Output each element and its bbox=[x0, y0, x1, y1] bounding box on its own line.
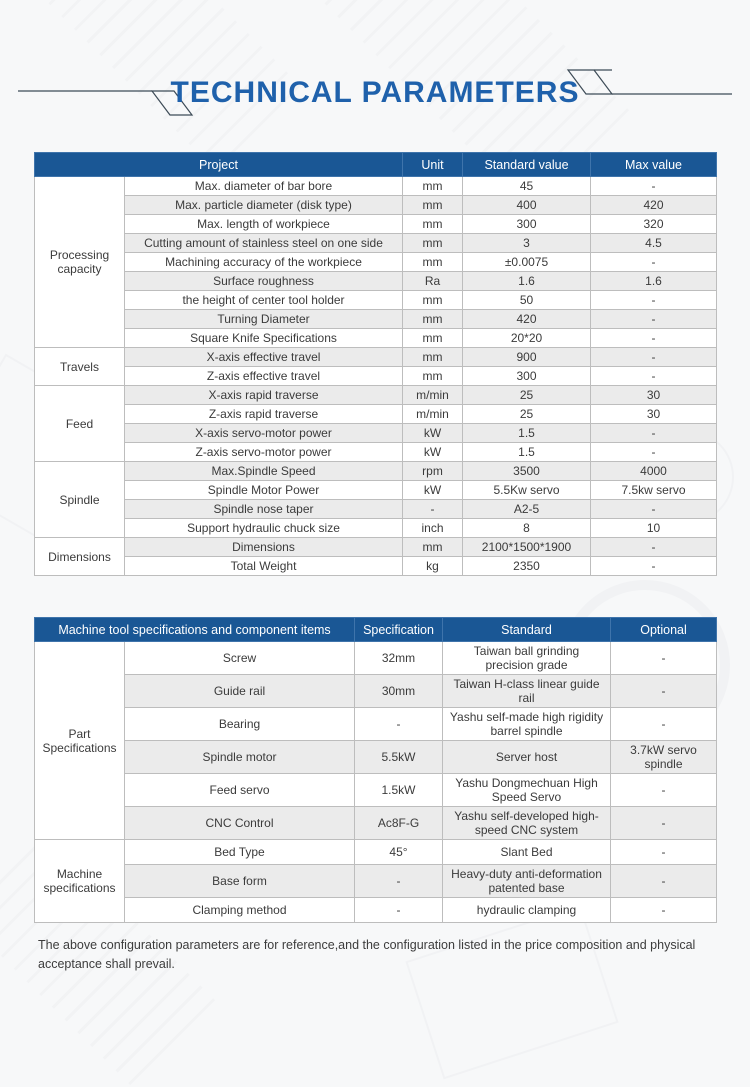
table-cell: kW bbox=[403, 424, 463, 443]
table-cell: Surface roughness bbox=[125, 272, 403, 291]
table-row bbox=[35, 898, 717, 923]
table-cell: - bbox=[611, 840, 717, 865]
table-cell: 50 bbox=[463, 291, 591, 310]
table-cell: 300 bbox=[463, 367, 591, 386]
table-cell: X-axis effective travel bbox=[125, 348, 403, 367]
table-row bbox=[35, 272, 717, 291]
table-cell: - bbox=[591, 500, 717, 519]
technical-parameters-table bbox=[34, 152, 716, 576]
table-row bbox=[35, 462, 717, 481]
table-cell: Yashu self-developed high-speed CNC system bbox=[443, 807, 611, 840]
table-cell: kg bbox=[403, 557, 463, 576]
column-header: Unit bbox=[403, 153, 463, 177]
table-cell: Clamping method bbox=[125, 898, 355, 923]
table-cell: - bbox=[591, 367, 717, 386]
table-cell: - bbox=[591, 557, 717, 576]
page-header bbox=[0, 62, 750, 122]
table-row bbox=[35, 642, 717, 675]
table-row bbox=[35, 196, 717, 215]
table-row bbox=[35, 177, 717, 196]
table-cell: 10 bbox=[591, 519, 717, 538]
table-row bbox=[35, 443, 717, 462]
table-cell: Heavy-duty anti-deformation patented base bbox=[443, 865, 611, 898]
table-cell: Max. diameter of bar bore bbox=[125, 177, 403, 196]
table-cell: 2100*1500*1900 bbox=[463, 538, 591, 557]
table-cell: mm bbox=[403, 538, 463, 557]
table-cell: 3.7kW servo spindle bbox=[611, 741, 717, 774]
table-cell: 900 bbox=[463, 348, 591, 367]
table-cell: 30mm bbox=[355, 675, 443, 708]
table-cell: 4000 bbox=[591, 462, 717, 481]
table-cell: Yashu Dongmechuan High Speed Servo bbox=[443, 774, 611, 807]
table-row bbox=[35, 234, 717, 253]
table-cell: mm bbox=[403, 329, 463, 348]
table-cell: Server host bbox=[443, 741, 611, 774]
table-cell: mm bbox=[403, 215, 463, 234]
table-cell: Bed Type bbox=[125, 840, 355, 865]
table-row bbox=[35, 253, 717, 272]
table-cell: - bbox=[611, 642, 717, 675]
table-cell: Z-axis effective travel bbox=[125, 367, 403, 386]
table-row bbox=[35, 405, 717, 424]
table-cell: mm bbox=[403, 253, 463, 272]
table-cell: 25 bbox=[463, 386, 591, 405]
table-cell: - bbox=[355, 865, 443, 898]
table-cell: Total Weight bbox=[125, 557, 403, 576]
table-cell: Z-axis rapid traverse bbox=[125, 405, 403, 424]
table-cell: 420 bbox=[463, 310, 591, 329]
table-cell: - bbox=[611, 708, 717, 741]
column-header: Optional bbox=[611, 618, 717, 642]
table-cell: mm bbox=[403, 196, 463, 215]
table-cell: 5.5kW bbox=[355, 741, 443, 774]
table-cell: Z-axis servo-motor power bbox=[125, 443, 403, 462]
table-cell: - bbox=[591, 291, 717, 310]
table-row bbox=[35, 348, 717, 367]
table-row bbox=[35, 807, 717, 840]
table-cell: Bearing bbox=[125, 708, 355, 741]
table-cell: Taiwan ball grinding precision grade bbox=[443, 642, 611, 675]
column-header: Standard value bbox=[463, 153, 591, 177]
table-cell: 3 bbox=[463, 234, 591, 253]
table-cell: Machining accuracy of the workpiece bbox=[125, 253, 403, 272]
table-cell: 8 bbox=[463, 519, 591, 538]
table-cell: kW bbox=[403, 481, 463, 500]
group-label: Spindle bbox=[35, 462, 125, 538]
table-cell: hydraulic clamping bbox=[443, 898, 611, 923]
column-header: Max value bbox=[591, 153, 717, 177]
table-cell: Turning Diameter bbox=[125, 310, 403, 329]
footer-note: The above configuration parameters are for reference,and the configuration listed in the price composition and physical acceptance shall prevail. bbox=[38, 938, 696, 971]
table-cell: 4.5 bbox=[591, 234, 717, 253]
table-cell: 45° bbox=[355, 840, 443, 865]
table-cell: 1.6 bbox=[591, 272, 717, 291]
table-cell: Spindle nose taper bbox=[125, 500, 403, 519]
table-cell: - bbox=[611, 807, 717, 840]
table-cell: Ra bbox=[403, 272, 463, 291]
group-label: Dimensions bbox=[35, 538, 125, 576]
table-cell: 420 bbox=[591, 196, 717, 215]
table-cell: 32mm bbox=[355, 642, 443, 675]
table-row bbox=[35, 708, 717, 741]
table-row bbox=[35, 675, 717, 708]
table-cell: 1.5 bbox=[463, 424, 591, 443]
table-cell: - bbox=[591, 329, 717, 348]
table-cell: 30 bbox=[591, 405, 717, 424]
table-row bbox=[35, 215, 717, 234]
table-cell: 45 bbox=[463, 177, 591, 196]
table-cell: X-axis servo-motor power bbox=[125, 424, 403, 443]
group-label: Feed bbox=[35, 386, 125, 462]
table-cell: 300 bbox=[463, 215, 591, 234]
table-row bbox=[35, 840, 717, 865]
column-header: Project bbox=[35, 153, 403, 177]
table-cell: Max.Spindle Speed bbox=[125, 462, 403, 481]
table-cell: 1.6 bbox=[463, 272, 591, 291]
table-cell: 5.5Kw servo bbox=[463, 481, 591, 500]
table-row bbox=[35, 367, 717, 386]
table-cell: - bbox=[611, 675, 717, 708]
table-cell: - bbox=[591, 348, 717, 367]
column-header: Standard bbox=[443, 618, 611, 642]
table-row bbox=[35, 519, 717, 538]
table-cell: 25 bbox=[463, 405, 591, 424]
table-cell: 400 bbox=[463, 196, 591, 215]
table-row bbox=[35, 291, 717, 310]
table-cell: X-axis rapid traverse bbox=[125, 386, 403, 405]
table-cell: - bbox=[591, 424, 717, 443]
table-row bbox=[35, 310, 717, 329]
table-cell: rpm bbox=[403, 462, 463, 481]
table-row bbox=[35, 865, 717, 898]
table-cell: Yashu self-made high rigidity barrel spindle bbox=[443, 708, 611, 741]
table-cell: - bbox=[591, 310, 717, 329]
table-cell: the height of center tool holder bbox=[125, 291, 403, 310]
table-cell: Taiwan H-class linear guide rail bbox=[443, 675, 611, 708]
column-header: Specification bbox=[355, 618, 443, 642]
table-cell: Guide rail bbox=[125, 675, 355, 708]
table-row bbox=[35, 424, 717, 443]
table-cell: - bbox=[611, 898, 717, 923]
table-cell: Cutting amount of stainless steel on one side bbox=[125, 234, 403, 253]
group-label: Part Specifications bbox=[35, 642, 125, 840]
table-row bbox=[35, 557, 717, 576]
table-cell: 2350 bbox=[463, 557, 591, 576]
table-cell: Dimensions bbox=[125, 538, 403, 557]
table-cell: Feed servo bbox=[125, 774, 355, 807]
table-cell: - bbox=[403, 500, 463, 519]
table-cell: - bbox=[355, 898, 443, 923]
table-cell: - bbox=[591, 538, 717, 557]
table-cell: m/min bbox=[403, 386, 463, 405]
table-cell: Square Knife Specifications bbox=[125, 329, 403, 348]
machine-specifications-table bbox=[34, 617, 716, 923]
table-cell: Screw bbox=[125, 642, 355, 675]
table-cell: kW bbox=[403, 443, 463, 462]
table-row bbox=[35, 500, 717, 519]
table-cell: A2-5 bbox=[463, 500, 591, 519]
table-cell: mm bbox=[403, 234, 463, 253]
table-cell: mm bbox=[403, 348, 463, 367]
table-row bbox=[35, 774, 717, 807]
group-label: Processing capacity bbox=[35, 177, 125, 348]
column-header: Machine tool specifications and component items bbox=[35, 618, 355, 642]
table-cell: Spindle Motor Power bbox=[125, 481, 403, 500]
table-cell: 1.5 bbox=[463, 443, 591, 462]
table-cell: ±0.0075 bbox=[463, 253, 591, 272]
table-cell: CNC Control bbox=[125, 807, 355, 840]
table-cell: 7.5kw servo bbox=[591, 481, 717, 500]
table-row bbox=[35, 386, 717, 405]
table-cell: mm bbox=[403, 310, 463, 329]
table-cell: Slant Bed bbox=[443, 840, 611, 865]
table-cell: Ac8F-G bbox=[355, 807, 443, 840]
table-cell: 3500 bbox=[463, 462, 591, 481]
table-cell: - bbox=[591, 253, 717, 272]
table-cell: Max. length of workpiece bbox=[125, 215, 403, 234]
table-cell: - bbox=[591, 177, 717, 196]
table-cell: 20*20 bbox=[463, 329, 591, 348]
table-cell: 320 bbox=[591, 215, 717, 234]
table-cell: Spindle motor bbox=[125, 741, 355, 774]
table-cell: 30 bbox=[591, 386, 717, 405]
table-cell: m/min bbox=[403, 405, 463, 424]
table-cell: mm bbox=[403, 291, 463, 310]
table-cell: Max. particle diameter (disk type) bbox=[125, 196, 403, 215]
table-cell: mm bbox=[403, 177, 463, 196]
group-label: Travels bbox=[35, 348, 125, 386]
table-cell: Support hydraulic chuck size bbox=[125, 519, 403, 538]
table-cell: - bbox=[611, 865, 717, 898]
table-row bbox=[35, 538, 717, 557]
table-cell: Base form bbox=[125, 865, 355, 898]
table-cell: - bbox=[611, 774, 717, 807]
group-label: Machine specifications bbox=[35, 840, 125, 923]
table-row bbox=[35, 741, 717, 774]
page-title: TECHNICAL PARAMETERS bbox=[170, 76, 580, 109]
table-cell: 1.5kW bbox=[355, 774, 443, 807]
table-cell: - bbox=[591, 443, 717, 462]
table-cell: mm bbox=[403, 367, 463, 386]
table-cell: inch bbox=[403, 519, 463, 538]
table-cell: - bbox=[355, 708, 443, 741]
table-row bbox=[35, 481, 717, 500]
table-row bbox=[35, 329, 717, 348]
